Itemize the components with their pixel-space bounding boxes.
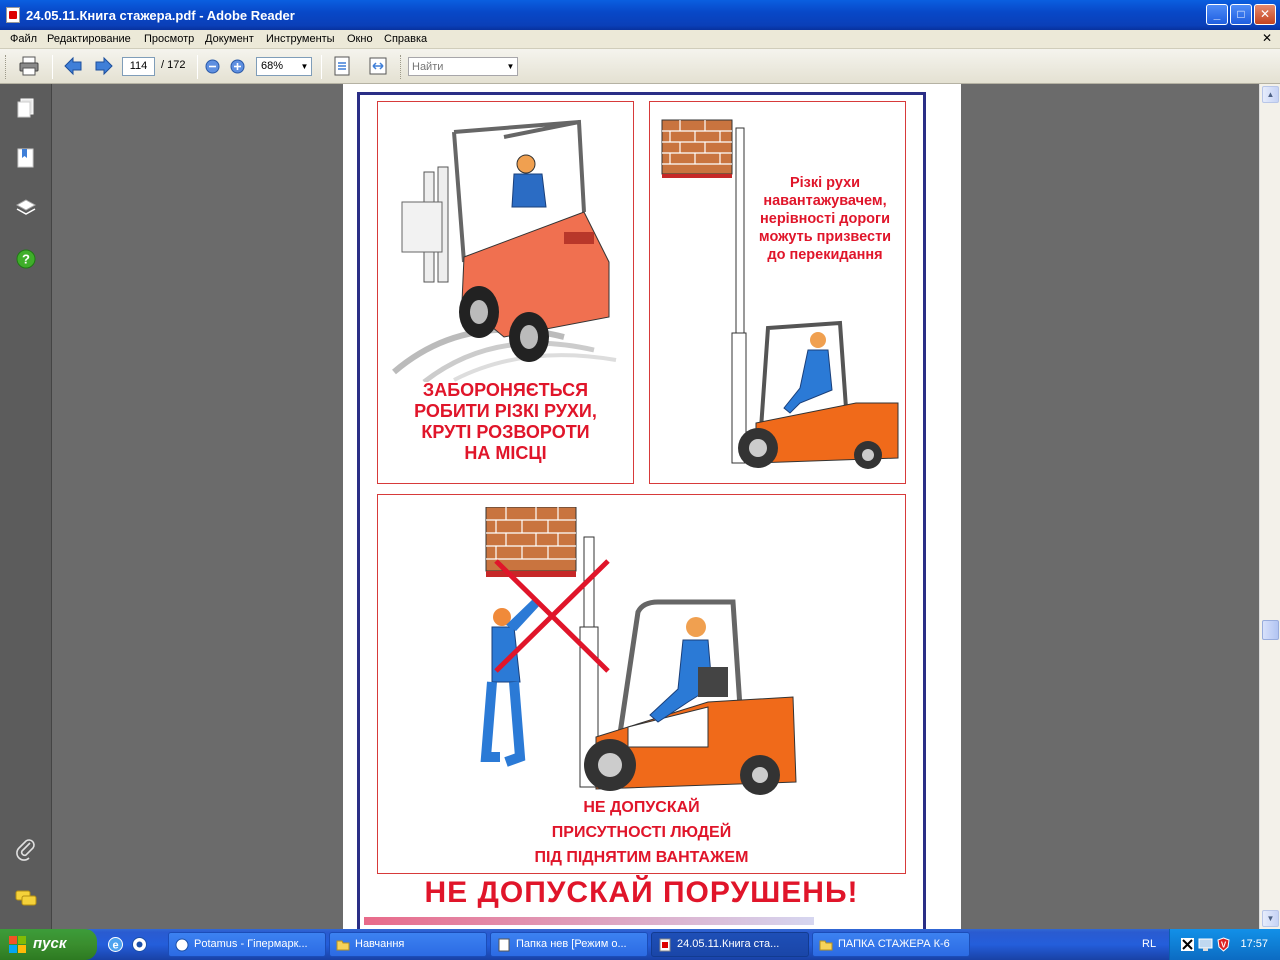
clock[interactable]: 17:57 — [1240, 938, 1268, 950]
fit-page-icon[interactable] — [331, 55, 353, 77]
maximize-button[interactable]: □ — [1230, 4, 1252, 25]
panel2-caption: Різкі рухи навантажувачем, нерівності дороги можуть призвести до перекидання — [758, 175, 892, 263]
toolbar-grip[interactable] — [5, 55, 8, 79]
menu-bar — [0, 30, 1280, 49]
minimize-button[interactable]: _ — [1206, 4, 1228, 25]
toolbar — [0, 49, 1280, 84]
poster-panel-sharp-turns — [377, 101, 634, 484]
zoom-out-icon[interactable] — [205, 59, 220, 74]
panel1-caption: ЗАБОРОНЯЄТЬСЯ РОБИТИ РІЗКІ РУХИ, КРУТІ РОЗВОРОТИ НА МІСЦІ — [414, 380, 597, 463]
navigation-pane — [0, 84, 52, 929]
document-close-icon[interactable]: ✕ — [1261, 31, 1273, 45]
start-label: пуск — [33, 935, 67, 952]
toolbar-separator — [321, 55, 322, 79]
scroll-down-button[interactable]: ▼ — [1262, 910, 1279, 927]
pdf-page — [343, 84, 961, 929]
forklift-turning-illustration — [384, 112, 628, 382]
layers-icon[interactable] — [14, 196, 38, 220]
help-icon[interactable] — [14, 247, 38, 271]
next-page-icon[interactable] — [93, 55, 115, 77]
toolbar-separator — [52, 55, 53, 79]
menu-file[interactable]: Файл — [10, 33, 38, 45]
toolbar-separator — [197, 55, 198, 79]
pdf-icon — [658, 938, 672, 952]
page-number-input[interactable]: 114 — [122, 57, 155, 76]
pdf-app-icon — [6, 7, 20, 23]
chevron-down-icon[interactable]: ▼ — [506, 62, 515, 71]
menu-document[interactable]: Документ — [205, 33, 254, 45]
start-button[interactable] — [0, 929, 97, 960]
display-tray-icon[interactable] — [1198, 937, 1213, 952]
chevron-down-icon[interactable]: ▼ — [300, 62, 309, 71]
attachment-icon[interactable] — [14, 837, 38, 861]
poster-banner: НЕ ДОПУСКАЙ ПОРУШЕНЬ! — [424, 876, 859, 909]
svg-text:e: e — [112, 939, 119, 952]
person-under-load-illustration — [478, 507, 818, 797]
zoom-select[interactable] — [256, 57, 312, 76]
menu-edit[interactable]: Редактирование — [47, 33, 131, 45]
task-document-papka[interactable]: Папка нев [Режим о... — [490, 932, 648, 957]
window-title: 24.05.11.Книга стажера.pdf - Adobe Reader — [26, 8, 295, 23]
page-border — [357, 92, 926, 929]
antivirus-tray-icon[interactable] — [1216, 937, 1231, 952]
pages-icon[interactable] — [14, 96, 38, 120]
page-total: / 172 — [161, 59, 186, 71]
task-potamus[interactable]: Potamus - Гіпермарк... — [168, 932, 326, 957]
previous-page-icon[interactable] — [62, 55, 84, 77]
poster-panel-people-under-load — [377, 494, 906, 874]
find-input[interactable] — [409, 58, 505, 75]
folder-icon — [819, 938, 833, 952]
network-tray-icon[interactable] — [1180, 937, 1195, 952]
svg-text:?: ? — [22, 251, 30, 267]
scroll-thumb[interactable] — [1262, 620, 1279, 640]
folder-icon — [336, 938, 350, 952]
zoom-in-icon[interactable] — [230, 59, 245, 74]
bookmarks-icon[interactable] — [14, 146, 38, 170]
zoom-value: 68% — [261, 60, 284, 72]
page-footer-strip — [364, 917, 814, 925]
menu-view[interactable]: Просмотр — [144, 33, 195, 45]
fit-width-icon[interactable] — [367, 55, 389, 77]
windows-logo-icon — [9, 936, 27, 953]
svg-text:V: V — [1220, 940, 1227, 950]
title-bar[interactable] — [0, 0, 1280, 30]
ie-quicklaunch-icon[interactable] — [107, 936, 124, 953]
comments-icon[interactable] — [14, 887, 38, 911]
poster-panel-tipping — [649, 101, 906, 484]
language-indicator[interactable]: RL — [1142, 938, 1157, 950]
menu-window[interactable]: Окно — [347, 33, 373, 45]
toolbar-grip[interactable] — [400, 55, 403, 79]
find-field[interactable] — [408, 57, 518, 76]
taskbar — [0, 929, 1280, 960]
task-folder-navchannya[interactable]: Навчання — [329, 932, 487, 957]
task-folder-stazhera[interactable]: ПАПКА СТАЖЕРА К-6 — [812, 932, 970, 957]
browser-quicklaunch-icon[interactable] — [131, 936, 148, 953]
task-adobe-reader[interactable]: 24.05.11.Книга ста... — [651, 932, 809, 957]
forklift-raised-load-illustration — [660, 118, 900, 478]
vertical-scrollbar[interactable] — [1259, 84, 1280, 929]
document-icon — [497, 938, 511, 952]
menu-help[interactable]: Справка — [384, 33, 428, 45]
menu-tools[interactable]: Инструменты — [266, 33, 335, 45]
document-viewport[interactable] — [52, 84, 1259, 929]
print-icon[interactable] — [18, 55, 40, 77]
panel3-caption: НЕ ДОПУСКАЙ ПРИСУТНОСТІ ЛЮДЕЙ ПІД ПІДНЯТИМ ВАНТАЖЕМ — [534, 799, 749, 866]
system-tray — [1169, 929, 1280, 960]
scroll-up-button[interactable]: ▲ — [1262, 86, 1279, 103]
browser-icon — [175, 938, 189, 952]
close-button[interactable]: ✕ — [1254, 4, 1276, 25]
